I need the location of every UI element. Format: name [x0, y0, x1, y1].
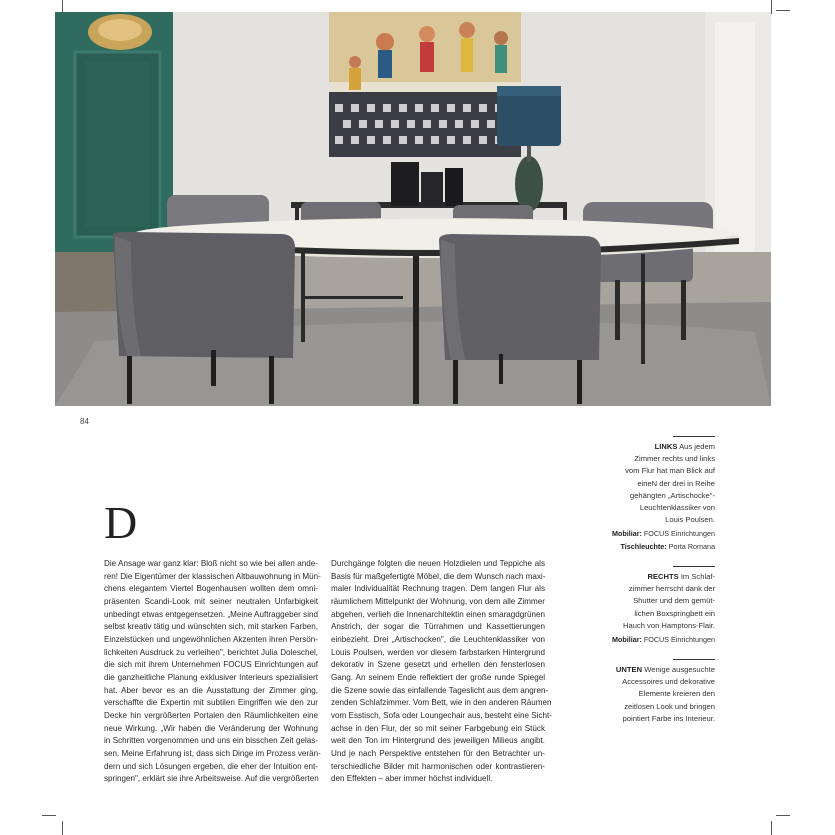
- caption-line: [595, 664, 715, 676]
- caption-credit: Mobiliar: FOCUS Einrichtungen: [611, 635, 715, 645]
- text-line: zenden Schlafzimmer. Vom Bett, wie in den anderen Räumen: [331, 698, 552, 708]
- caption-text: Wenige ausgesuchte: [644, 665, 715, 674]
- text-line: hat. Aber bevor es an die Ausstattung der Zimmer ging,: [104, 685, 318, 695]
- text-line: springen", erklärt sie ihre Arbeitsweise. Auf die vergrößerten: [104, 774, 319, 784]
- caption-rechts: [595, 566, 715, 646]
- caption-line: Hauch von Hamptons-Flair.: [622, 620, 715, 630]
- text-line: dekorativ in Szene gesetzt und erhellen den fensterlosen: [331, 660, 545, 670]
- caption-line: vom Flur hat man Blick auf: [625, 466, 715, 476]
- crop-mark: [42, 815, 56, 816]
- caption-credit: Mobiliar: FOCUS Einrichtungen: [611, 529, 715, 539]
- caption-line: pointiert Farbe ins Interieur.: [622, 713, 715, 723]
- text-line: Anstrich, der sogar die Türrahmen und Kassettierungen: [331, 622, 545, 632]
- crop-mark: [776, 10, 790, 11]
- text-line: achse in den Flur, der so mit seiner Farbgebung ein Stück: [331, 723, 545, 733]
- caption-line: lichen Boxspringbett ein: [634, 608, 715, 618]
- caption-line: [595, 441, 715, 453]
- caption-links: [595, 436, 715, 553]
- text-line: sen. Meine Erfahrung ist, dass sich Dinge im Prozess verän-: [104, 748, 321, 758]
- text-line: neue Wirkung. „Wir haben die Veränderung der Wohnung: [104, 723, 318, 733]
- text-line: präsenten Scandi-Look mit seiner neutralen Unfarbigkeit: [104, 596, 318, 606]
- dining-room-illustration: [55, 12, 771, 406]
- caption-line: [595, 571, 715, 583]
- body-text-column-2: [331, 558, 552, 786]
- text-line: ren! Die Eigentümer der klassischen Altbauwohnung in Mün-: [104, 571, 321, 581]
- text-line: unbedingt etwas entgegensetzen. „Meine Auftraggeber sind: [104, 609, 318, 619]
- caption-heading: LINKS: [654, 442, 678, 451]
- caption-credit: Tischleuchte: Porta Romana: [620, 541, 715, 551]
- caption-heading: RECHTS: [647, 572, 679, 581]
- text-line: den Effekten – aber immer höchst individuell.: [331, 774, 493, 784]
- caption-text: Aus jedem: [679, 442, 715, 451]
- text-line: maler Individualität Rechnung tragen. Dem langen Flur als: [331, 584, 545, 594]
- text-line: terschiedliche Bilder mit harmonischen oder kontrastieren-: [331, 761, 545, 771]
- text-line: Gang. An seinem Ende reflektiert der große runde Spiegel: [331, 672, 545, 682]
- text-line: Einzelstücken und ungewöhnlichen Akzenten ihren Persön-: [104, 634, 318, 644]
- caption-unten: [595, 659, 715, 725]
- text-line: weit den Ton im Hintergrund des jeweiligen Milieus angibt.: [331, 736, 545, 746]
- text-line: die ganzheitliche Planung exklusiver Interieurs spezialisiert: [104, 672, 318, 682]
- text-line: Basis für maßgefertigte Möbel, die dem Wunsch nach maxi-: [331, 571, 546, 581]
- caption-line: Accessoires und dekorative: [622, 677, 715, 687]
- caption-line: gehängten „Artischocke"-: [629, 490, 715, 500]
- crop-mark: [771, 821, 772, 835]
- text-line: verschaffte die Expertin mit subtilen Eingriffen wie den zur: [104, 698, 318, 708]
- caption-rule: [673, 566, 715, 567]
- caption-line: Leuchtenklassiker von: [639, 503, 715, 513]
- text-line: die Szene sowie das einfallende Tageslicht aus dem angren-: [331, 685, 549, 695]
- caption-line: Elemente kreieren den: [638, 689, 715, 699]
- drop-cap: D: [104, 497, 138, 548]
- text-line: einbezieht. Drei „Artischocken", die Leuchtenklassiker von: [331, 634, 545, 644]
- crop-mark: [771, 0, 772, 14]
- dining-room-photo: [55, 12, 771, 406]
- caption-line: zeitlosen Look und bringen: [624, 701, 715, 711]
- text-line: in Schritten vorgenommen und uns ein bisschen Zeit gelas-: [104, 736, 318, 746]
- body-text-column-1: [104, 558, 321, 786]
- caption-line: Shutter und dem gemüt-: [633, 596, 715, 606]
- text-line: vom Esstisch, Sofa oder Loungechair aus, besteht eine Sicht-: [331, 710, 552, 720]
- text-line: abgehen, verlieh die Innenarchitektin einen smaragdgrünen: [331, 609, 545, 619]
- text-line: Louis Poulsen, werden vor diesem farbstarken Hintergrund: [331, 647, 545, 657]
- caption-line: eineN der drei in Reihe: [637, 478, 715, 488]
- caption-line: Louis Poulsen.: [665, 515, 715, 525]
- text-line: die sich mit ihrem Unternehmen FOCUS Einrichtungen auf: [104, 660, 318, 670]
- text-line: Decke hin vergrößerten Portalen den Räumlichkeiten eine: [104, 710, 318, 720]
- text-line: räumlichem Mittelpunkt der Wohnung, von dem alle Zimmer: [331, 596, 545, 606]
- text-line: Und je nach Perspektive entstehen für den Betrachter un-: [331, 748, 545, 758]
- caption-text: Im Schlaf-: [680, 572, 715, 581]
- page-number: 84: [80, 417, 89, 426]
- caption-rule: [673, 659, 715, 660]
- caption-line: Zimmer rechts und links: [634, 454, 715, 464]
- text-line: selbst kreativ tätig und wünschten sich, mit starken Farben,: [104, 622, 318, 632]
- crop-mark: [62, 821, 63, 835]
- caption-heading: UNTEN: [615, 665, 643, 674]
- text-line: chens elegantem Viertel Bogenhausen wollten dem omni-: [104, 584, 318, 594]
- text-line: Die Ansage war ganz klar: Bloß nicht so wie bei allen ande-: [104, 559, 318, 568]
- text-line: Durchgänge folgten die neuen Holzdielen und Teppiche als: [331, 559, 545, 568]
- caption-rule: [673, 436, 715, 437]
- caption-line: zimmer herrscht dank der: [628, 584, 715, 594]
- text-line: lichkeiten Ausdruck zu verleihen", berichtet Julia Doleschel,: [104, 647, 318, 657]
- text-line: dern und sich Lösungen ergeben, die eher der Intuition ent-: [104, 761, 318, 771]
- crop-mark: [776, 815, 790, 816]
